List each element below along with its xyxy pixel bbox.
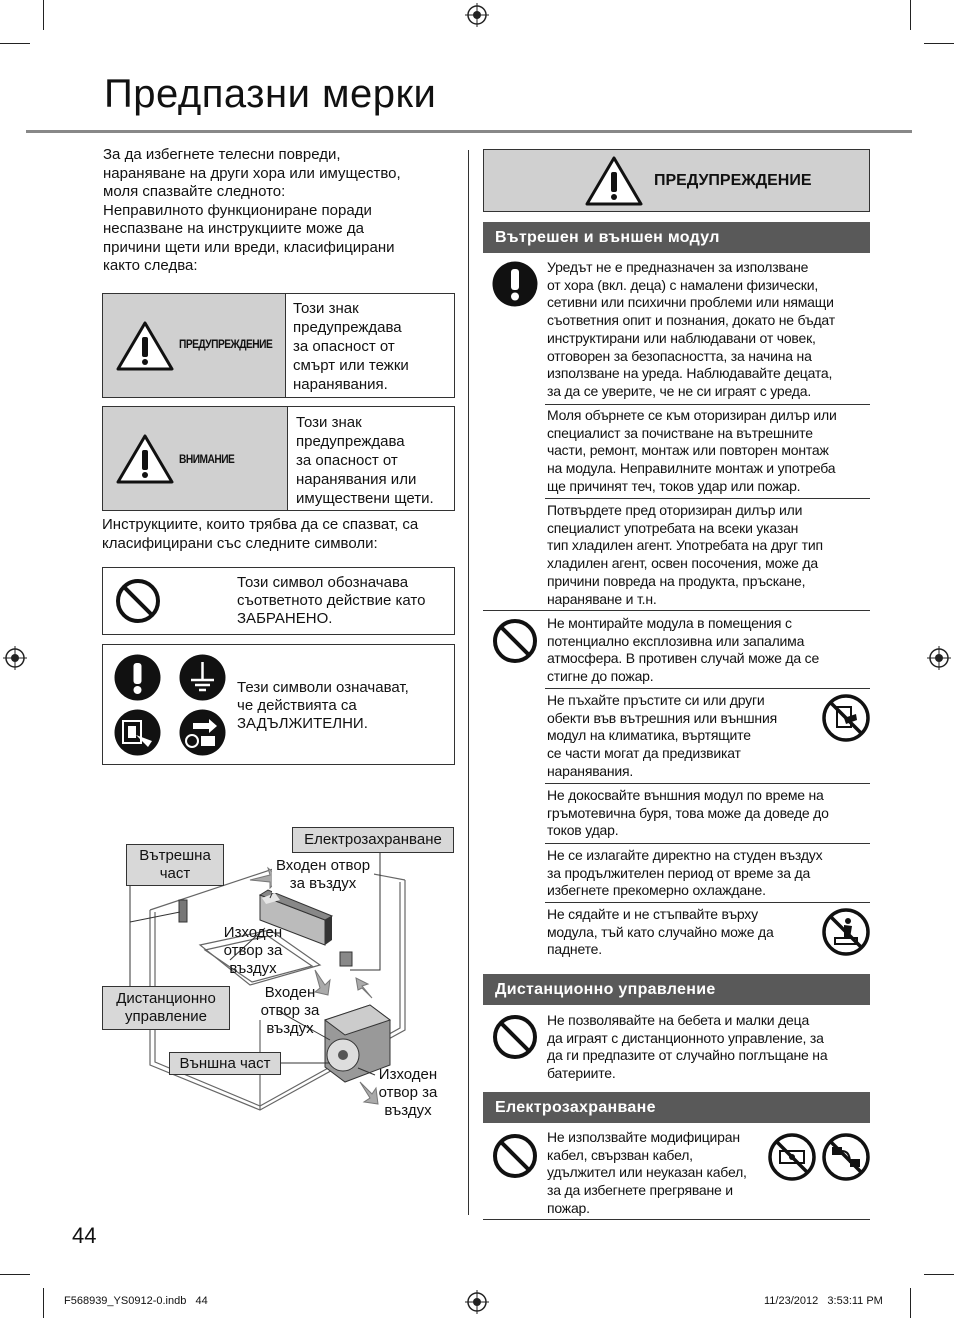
indoor-outdoor-item-6: Не докосвайте външния модул по време на гръмотевична буря, това може да доведе до токов удар. — [547, 787, 829, 839]
air-outlet-outdoor-label: Изходен отвор за въздух — [378, 1066, 438, 1119]
caution-triangle-icon — [115, 433, 175, 485]
prohibited-icon — [115, 578, 161, 624]
warning-legend-text: Този знак предупреждава за опасност от смърт или тежки наранявания. — [293, 300, 409, 393]
outdoor-unit-label: Външна част — [169, 1052, 281, 1075]
item-separator — [545, 688, 870, 689]
no-extension-cable-icon — [822, 1133, 870, 1181]
indoor-outdoor-item-5: Не пъхайте пръстите си или други обекти във вътрешния или външния модул на климатика, въртящите се части могат да предизвикат наранявания. — [547, 692, 777, 779]
prohibited-icon — [492, 1133, 538, 1179]
item-separator — [483, 610, 870, 611]
warning-triangle-icon — [584, 155, 644, 207]
air-inlet-outdoor-label: Входен отвор за въздух — [260, 984, 320, 1037]
mandatory-action-icon — [114, 654, 161, 701]
prohibited-icon — [492, 1014, 538, 1060]
remote-control-label: Дистанционно управление — [102, 986, 230, 1030]
caution-legend-box — [102, 406, 455, 511]
power-supply-label: Електрозахранване — [292, 827, 454, 853]
title-rule — [26, 130, 912, 133]
indoor-outdoor-item-7: Не се излагайте директно на студен въздух за продължителен период от време за да избегнете прекомерно охлаждане. — [547, 847, 823, 899]
warning-label: ПРЕДУПРЕЖДЕНИЕ — [179, 337, 273, 351]
registration-mark-icon — [927, 646, 951, 670]
warning-panel-title: ПРЕДУПРЕЖДЕНИЕ — [654, 172, 812, 189]
item-separator — [545, 783, 870, 784]
mandatory-symbols-box — [102, 644, 455, 765]
registration-mark-icon — [3, 646, 27, 670]
indoor-outdoor-item-2: Моля обърнете се към оторизиран дилър или специалист за почистване на вътрешните части, ремонт, монтаж или повторен монтаж на модула. Неправилните монтаж и употреба ще причинят теч, токов удар или пожар. — [547, 407, 837, 494]
prohibited-icon — [492, 618, 538, 664]
unplug-icon — [114, 709, 161, 756]
registration-mark-icon — [465, 1290, 489, 1314]
indoor-unit-label: Вътрешна част — [126, 844, 224, 886]
warning-panel-header — [483, 149, 870, 212]
section-indoor-outdoor-unit: Вътрешен и външен модул — [483, 222, 870, 253]
power-supply-item-1: Не използвайте модифициран кабел, свързван кабел, удължител или неуказан кабел, за да избегнете прегряване и пожар. — [547, 1129, 747, 1216]
crop-mark — [43, 1288, 44, 1318]
crop-mark — [910, 1288, 911, 1318]
page-title: Предпазни мерки — [104, 72, 437, 116]
item-separator — [545, 498, 870, 499]
crop-mark — [924, 1274, 954, 1275]
registration-mark-icon — [465, 3, 489, 27]
no-stepping-icon — [822, 908, 870, 956]
ground-icon — [179, 654, 226, 701]
prohibited-symbol-text: Този символ обозначава съответното действие като ЗАБРАНЕНО. — [237, 574, 426, 627]
crop-mark — [924, 43, 954, 44]
mandatory-symbols-text: Тези символи означават, че действията са ЗАДЪЛЖИТЕЛНИ. — [237, 679, 409, 732]
indoor-outdoor-item-1: Уредът не е предназначен за използване от хора (вкл. деца) с намалени физически, сетивни или психични проблеми или нямащи съответния опит и познания, докато не бъдат инструктирани или наблюдавани от човек, отговорен за безопасността, за начина на използване на уреда. Наблюдавайте децата, за да се уверите, че не си играят с уреда. — [547, 259, 835, 399]
air-outlet-indoor-label: Изходен отвор за въздух — [223, 924, 283, 977]
no-modified-cable-icon — [768, 1133, 816, 1181]
item-separator — [545, 843, 870, 844]
mandatory-action-icon — [492, 261, 538, 307]
warning-legend-box — [102, 293, 455, 398]
crop-mark — [0, 1274, 30, 1275]
footer-datetime: 11/23/2012 3:53:11 PM — [764, 1295, 883, 1307]
item-separator — [545, 902, 870, 903]
crop-mark — [43, 0, 44, 30]
disconnect-power-icon — [179, 709, 226, 756]
prohibited-symbol-box — [102, 567, 455, 635]
crop-mark — [0, 43, 30, 44]
item-separator — [483, 1219, 870, 1220]
page-number: 44 — [72, 1223, 97, 1248]
symbols-intro-text: Инструкциите, които трябва да се спазват, са класифицирани със следните символи: — [102, 516, 419, 552]
section-remote-control: Дистанционно управление — [483, 974, 870, 1005]
no-fingers-icon — [822, 694, 870, 742]
indoor-outdoor-item-4: Не монтирайте модула в помещения с потенциално експлозивна или запалима атмосфера. В противен случай може да се стигне до пожар. — [547, 615, 820, 685]
remote-control-item-1: Не позволявайте на бебета и малки деца да играят с дистанционното управление, за да ги предпазите от случайно поглъщане на батериите. — [547, 1012, 828, 1082]
column-divider — [468, 150, 469, 1215]
item-separator — [545, 404, 870, 405]
caution-legend-text: Този знак предупреждава за опасност от наранявания или имуществени щети. — [296, 414, 434, 507]
warning-triangle-icon — [115, 320, 175, 372]
caution-label: ВНИМАНИЕ — [179, 452, 235, 466]
air-inlet-indoor-label: Входен отвор за въздух — [272, 857, 374, 893]
crop-mark — [910, 0, 911, 30]
indoor-outdoor-item-8: Не сядайте и не стъпвайте върху модула, тъй като случайно може да паднете. — [547, 906, 774, 958]
intro-text: За да избегнете телесни повреди, нараняване на други хора или имущество, моля спазвайте следното: Неправилното функциониране поради неспазване на инструкциите може да причини щети или вреди, класифицирани както следва: — [103, 146, 401, 274]
indoor-outdoor-item-3: Потвърдете пред оторизиран дилър или специалист употребата на всеки указан тип хладилен агент. Употребата на друг тип хладилен агент, освен посочения, може да причини повреда на продукта, пръскане, нараняване и т.н. — [547, 502, 823, 607]
footer-file: F568939_YS0912-0.indb 44 — [64, 1295, 208, 1307]
section-power-supply: Електрозахранване — [483, 1092, 870, 1123]
